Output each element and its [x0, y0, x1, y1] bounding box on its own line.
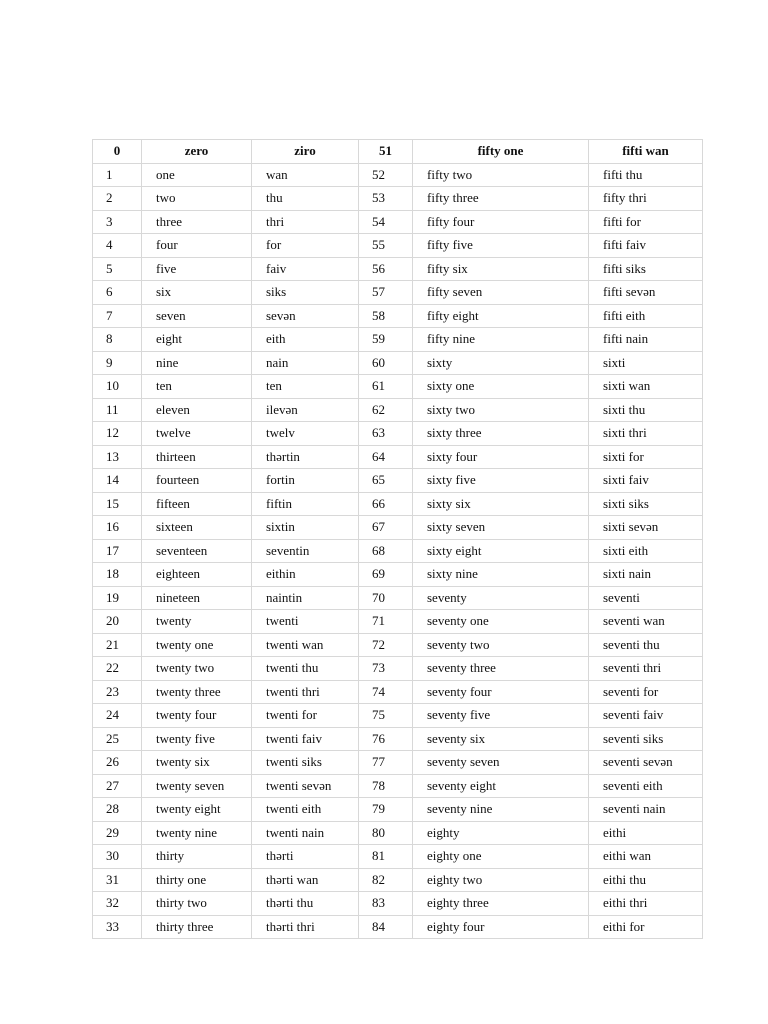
cell-word-left: two: [142, 187, 252, 211]
cell-word-right: sixty seven: [413, 516, 589, 540]
table-row: [93, 375, 703, 399]
cell-pronunciation-right: seventi nain: [589, 798, 703, 822]
cell-word-right: sixty: [413, 351, 589, 375]
cell-word-right: eighty four: [413, 915, 589, 939]
cell-pronunciation-right: seventi for: [589, 680, 703, 704]
table-row: [93, 680, 703, 704]
cell-number-right: 71: [359, 610, 413, 634]
cell-number-left: 13: [93, 445, 142, 469]
cell-pronunciation-right: fifti for: [589, 210, 703, 234]
cell-pronunciation-left: nain: [252, 351, 359, 375]
header-word-right: fifty one: [413, 140, 589, 164]
table-row: [93, 845, 703, 869]
cell-pronunciation-right: eithi thu: [589, 868, 703, 892]
cell-pronunciation-left: faiv: [252, 257, 359, 281]
table-row: [93, 422, 703, 446]
cell-number-left: 32: [93, 892, 142, 916]
cell-number-right: 55: [359, 234, 413, 258]
cell-word-left: ten: [142, 375, 252, 399]
cell-pronunciation-left: eith: [252, 328, 359, 352]
cell-number-right: 79: [359, 798, 413, 822]
cell-pronunciation-left: twenti siks: [252, 751, 359, 775]
cell-word-right: seventy nine: [413, 798, 589, 822]
cell-word-right: fifty two: [413, 163, 589, 187]
cell-word-right: seventy seven: [413, 751, 589, 775]
cell-pronunciation-left: twenti thri: [252, 680, 359, 704]
table-row: [93, 563, 703, 587]
cell-word-left: twenty seven: [142, 774, 252, 798]
cell-word-left: eleven: [142, 398, 252, 422]
cell-word-left: eight: [142, 328, 252, 352]
cell-pronunciation-left: thərtin: [252, 445, 359, 469]
cell-number-left: 3: [93, 210, 142, 234]
cell-word-right: seventy five: [413, 704, 589, 728]
cell-number-right: 60: [359, 351, 413, 375]
cell-pronunciation-left: twenti sevən: [252, 774, 359, 798]
cell-number-right: 59: [359, 328, 413, 352]
table-row: [93, 398, 703, 422]
cell-number-left: 21: [93, 633, 142, 657]
cell-pronunciation-right: fifti sevən: [589, 281, 703, 305]
header-pronunciation-left: ziro: [252, 140, 359, 164]
cell-pronunciation-left: twenti eith: [252, 798, 359, 822]
cell-word-left: twenty three: [142, 680, 252, 704]
cell-word-right: fifty nine: [413, 328, 589, 352]
cell-number-right: 69: [359, 563, 413, 587]
cell-number-right: 57: [359, 281, 413, 305]
cell-number-left: 15: [93, 492, 142, 516]
cell-pronunciation-right: sixti eith: [589, 539, 703, 563]
cell-number-right: 77: [359, 751, 413, 775]
cell-word-left: twenty six: [142, 751, 252, 775]
cell-pronunciation-left: thərti thu: [252, 892, 359, 916]
cell-pronunciation-right: fifti nain: [589, 328, 703, 352]
cell-number-left: 12: [93, 422, 142, 446]
cell-word-left: twelve: [142, 422, 252, 446]
cell-word-right: seventy two: [413, 633, 589, 657]
cell-word-left: thirty one: [142, 868, 252, 892]
cell-number-left: 4: [93, 234, 142, 258]
cell-word-left: fourteen: [142, 469, 252, 493]
table-row: [93, 539, 703, 563]
cell-number-left: 20: [93, 610, 142, 634]
cell-pronunciation-left: thərti: [252, 845, 359, 869]
cell-number-right: 75: [359, 704, 413, 728]
table-row: [93, 516, 703, 540]
table-row: [93, 704, 703, 728]
cell-word-left: four: [142, 234, 252, 258]
cell-pronunciation-right: sixti nain: [589, 563, 703, 587]
cell-pronunciation-right: sixti faiv: [589, 469, 703, 493]
cell-word-left: one: [142, 163, 252, 187]
table-row: [93, 915, 703, 939]
cell-word-right: seventy: [413, 586, 589, 610]
table-row: [93, 633, 703, 657]
cell-word-left: thirty two: [142, 892, 252, 916]
cell-word-right: sixty six: [413, 492, 589, 516]
number-words-table: [92, 139, 703, 939]
cell-number-left: 6: [93, 281, 142, 305]
cell-pronunciation-left: ten: [252, 375, 359, 399]
cell-number-right: 53: [359, 187, 413, 211]
cell-pronunciation-left: siks: [252, 281, 359, 305]
cell-word-left: thirty three: [142, 915, 252, 939]
cell-number-right: 82: [359, 868, 413, 892]
cell-pronunciation-right: seventi sevən: [589, 751, 703, 775]
cell-number-left: 7: [93, 304, 142, 328]
cell-pronunciation-right: seventi thri: [589, 657, 703, 681]
cell-number-right: 62: [359, 398, 413, 422]
cell-pronunciation-right: seventi wan: [589, 610, 703, 634]
header-number-left: 0: [93, 140, 142, 164]
cell-word-left: twenty two: [142, 657, 252, 681]
cell-word-right: fifty seven: [413, 281, 589, 305]
cell-word-right: seventy three: [413, 657, 589, 681]
cell-pronunciation-right: fifti faiv: [589, 234, 703, 258]
cell-pronunciation-right: sixti: [589, 351, 703, 375]
cell-number-right: 64: [359, 445, 413, 469]
cell-pronunciation-right: sixti wan: [589, 375, 703, 399]
cell-number-right: 58: [359, 304, 413, 328]
cell-word-left: twenty five: [142, 727, 252, 751]
cell-number-left: 5: [93, 257, 142, 281]
table-row: [93, 727, 703, 751]
cell-word-right: eighty three: [413, 892, 589, 916]
cell-number-left: 24: [93, 704, 142, 728]
cell-word-left: twenty: [142, 610, 252, 634]
cell-number-left: 26: [93, 751, 142, 775]
cell-number-left: 9: [93, 351, 142, 375]
cell-pronunciation-left: twenti: [252, 610, 359, 634]
cell-pronunciation-right: seventi faiv: [589, 704, 703, 728]
cell-word-left: sixteen: [142, 516, 252, 540]
cell-word-right: sixty two: [413, 398, 589, 422]
table-row: [93, 492, 703, 516]
table-row: [93, 281, 703, 305]
cell-number-left: 30: [93, 845, 142, 869]
cell-number-left: 28: [93, 798, 142, 822]
table-row: [93, 774, 703, 798]
cell-number-left: 23: [93, 680, 142, 704]
cell-word-left: nineteen: [142, 586, 252, 610]
cell-pronunciation-left: for: [252, 234, 359, 258]
cell-pronunciation-right: sixti sevən: [589, 516, 703, 540]
cell-word-left: twenty one: [142, 633, 252, 657]
cell-pronunciation-right: fifty thri: [589, 187, 703, 211]
table-row: [93, 351, 703, 375]
cell-word-right: eighty: [413, 821, 589, 845]
cell-pronunciation-left: twenti wan: [252, 633, 359, 657]
cell-word-right: sixty four: [413, 445, 589, 469]
cell-pronunciation-left: twenti for: [252, 704, 359, 728]
table-row: [93, 257, 703, 281]
cell-pronunciation-left: twelv: [252, 422, 359, 446]
cell-number-left: 2: [93, 187, 142, 211]
table-row: [93, 751, 703, 775]
cell-number-right: 73: [359, 657, 413, 681]
cell-pronunciation-left: thri: [252, 210, 359, 234]
cell-number-right: 72: [359, 633, 413, 657]
cell-number-left: 27: [93, 774, 142, 798]
cell-pronunciation-right: eithi wan: [589, 845, 703, 869]
cell-number-left: 10: [93, 375, 142, 399]
cell-number-left: 29: [93, 821, 142, 845]
cell-word-right: fifty three: [413, 187, 589, 211]
header-number-right: 51: [359, 140, 413, 164]
cell-number-left: 11: [93, 398, 142, 422]
cell-word-right: sixty one: [413, 375, 589, 399]
cell-pronunciation-right: eithi for: [589, 915, 703, 939]
cell-word-right: sixty eight: [413, 539, 589, 563]
cell-number-left: 19: [93, 586, 142, 610]
header-pronunciation-right: fifti wan: [589, 140, 703, 164]
cell-word-right: eighty two: [413, 868, 589, 892]
table-row: [93, 868, 703, 892]
cell-word-left: twenty nine: [142, 821, 252, 845]
cell-word-left: thirteen: [142, 445, 252, 469]
table-row: [93, 798, 703, 822]
cell-number-right: 70: [359, 586, 413, 610]
cell-number-left: 14: [93, 469, 142, 493]
table-body: [93, 163, 703, 939]
cell-pronunciation-left: twenti thu: [252, 657, 359, 681]
cell-word-right: seventy four: [413, 680, 589, 704]
cell-pronunciation-left: thərti wan: [252, 868, 359, 892]
cell-pronunciation-right: sixti siks: [589, 492, 703, 516]
table-row: [93, 657, 703, 681]
cell-word-left: twenty eight: [142, 798, 252, 822]
table-header-row: [93, 140, 703, 164]
header-word-left: zero: [142, 140, 252, 164]
cell-number-left: 17: [93, 539, 142, 563]
table-row: [93, 234, 703, 258]
cell-pronunciation-left: twenti faiv: [252, 727, 359, 751]
cell-number-left: 31: [93, 868, 142, 892]
cell-pronunciation-left: thərti thri: [252, 915, 359, 939]
cell-number-left: 33: [93, 915, 142, 939]
cell-pronunciation-right: fifti eith: [589, 304, 703, 328]
cell-word-left: fifteen: [142, 492, 252, 516]
cell-number-right: 81: [359, 845, 413, 869]
cell-word-left: five: [142, 257, 252, 281]
cell-pronunciation-left: seventin: [252, 539, 359, 563]
cell-pronunciation-right: fifti siks: [589, 257, 703, 281]
cell-word-left: eighteen: [142, 563, 252, 587]
cell-pronunciation-right: sixti for: [589, 445, 703, 469]
cell-number-right: 52: [359, 163, 413, 187]
cell-word-right: seventy eight: [413, 774, 589, 798]
cell-number-left: 25: [93, 727, 142, 751]
table-row: [93, 469, 703, 493]
cell-word-left: seven: [142, 304, 252, 328]
cell-pronunciation-right: seventi siks: [589, 727, 703, 751]
table-row: [93, 304, 703, 328]
cell-word-right: sixty nine: [413, 563, 589, 587]
cell-number-right: 56: [359, 257, 413, 281]
cell-number-right: 78: [359, 774, 413, 798]
cell-word-left: three: [142, 210, 252, 234]
cell-pronunciation-right: eithi thri: [589, 892, 703, 916]
table-row: [93, 445, 703, 469]
cell-word-right: fifty four: [413, 210, 589, 234]
cell-pronunciation-left: sevən: [252, 304, 359, 328]
cell-number-right: 68: [359, 539, 413, 563]
cell-word-left: six: [142, 281, 252, 305]
table-row: [93, 210, 703, 234]
cell-word-right: seventy one: [413, 610, 589, 634]
table-row: [93, 328, 703, 352]
table-row: [93, 586, 703, 610]
table-row: [93, 163, 703, 187]
cell-pronunciation-left: wan: [252, 163, 359, 187]
cell-number-right: 63: [359, 422, 413, 446]
cell-pronunciation-right: seventi thu: [589, 633, 703, 657]
cell-pronunciation-left: naintin: [252, 586, 359, 610]
cell-number-right: 76: [359, 727, 413, 751]
cell-word-right: eighty one: [413, 845, 589, 869]
cell-number-right: 54: [359, 210, 413, 234]
table-row: [93, 892, 703, 916]
cell-number-right: 61: [359, 375, 413, 399]
cell-number-left: 18: [93, 563, 142, 587]
cell-pronunciation-left: twenti nain: [252, 821, 359, 845]
cell-number-right: 67: [359, 516, 413, 540]
cell-pronunciation-left: sixtin: [252, 516, 359, 540]
cell-word-left: nine: [142, 351, 252, 375]
cell-pronunciation-left: thu: [252, 187, 359, 211]
table-row: [93, 821, 703, 845]
cell-pronunciation-right: fifti thu: [589, 163, 703, 187]
cell-pronunciation-left: eithin: [252, 563, 359, 587]
cell-pronunciation-right: seventi eith: [589, 774, 703, 798]
cell-number-right: 74: [359, 680, 413, 704]
cell-number-left: 16: [93, 516, 142, 540]
cell-word-left: thirty: [142, 845, 252, 869]
cell-number-right: 84: [359, 915, 413, 939]
cell-word-right: sixty three: [413, 422, 589, 446]
cell-pronunciation-left: ilevən: [252, 398, 359, 422]
cell-number-left: 8: [93, 328, 142, 352]
cell-number-right: 66: [359, 492, 413, 516]
cell-number-left: 22: [93, 657, 142, 681]
cell-word-right: fifty six: [413, 257, 589, 281]
cell-pronunciation-right: sixti thri: [589, 422, 703, 446]
cell-word-left: twenty four: [142, 704, 252, 728]
cell-pronunciation-right: sixti thu: [589, 398, 703, 422]
table-row: [93, 187, 703, 211]
cell-pronunciation-right: seventi: [589, 586, 703, 610]
cell-word-right: fifty eight: [413, 304, 589, 328]
cell-number-right: 80: [359, 821, 413, 845]
cell-number-right: 83: [359, 892, 413, 916]
table-row: [93, 610, 703, 634]
cell-pronunciation-left: fortin: [252, 469, 359, 493]
cell-number-right: 65: [359, 469, 413, 493]
cell-pronunciation-left: fiftin: [252, 492, 359, 516]
cell-number-left: 1: [93, 163, 142, 187]
cell-word-right: seventy six: [413, 727, 589, 751]
cell-word-left: seventeen: [142, 539, 252, 563]
cell-word-right: fifty five: [413, 234, 589, 258]
cell-pronunciation-right: eithi: [589, 821, 703, 845]
cell-word-right: sixty five: [413, 469, 589, 493]
